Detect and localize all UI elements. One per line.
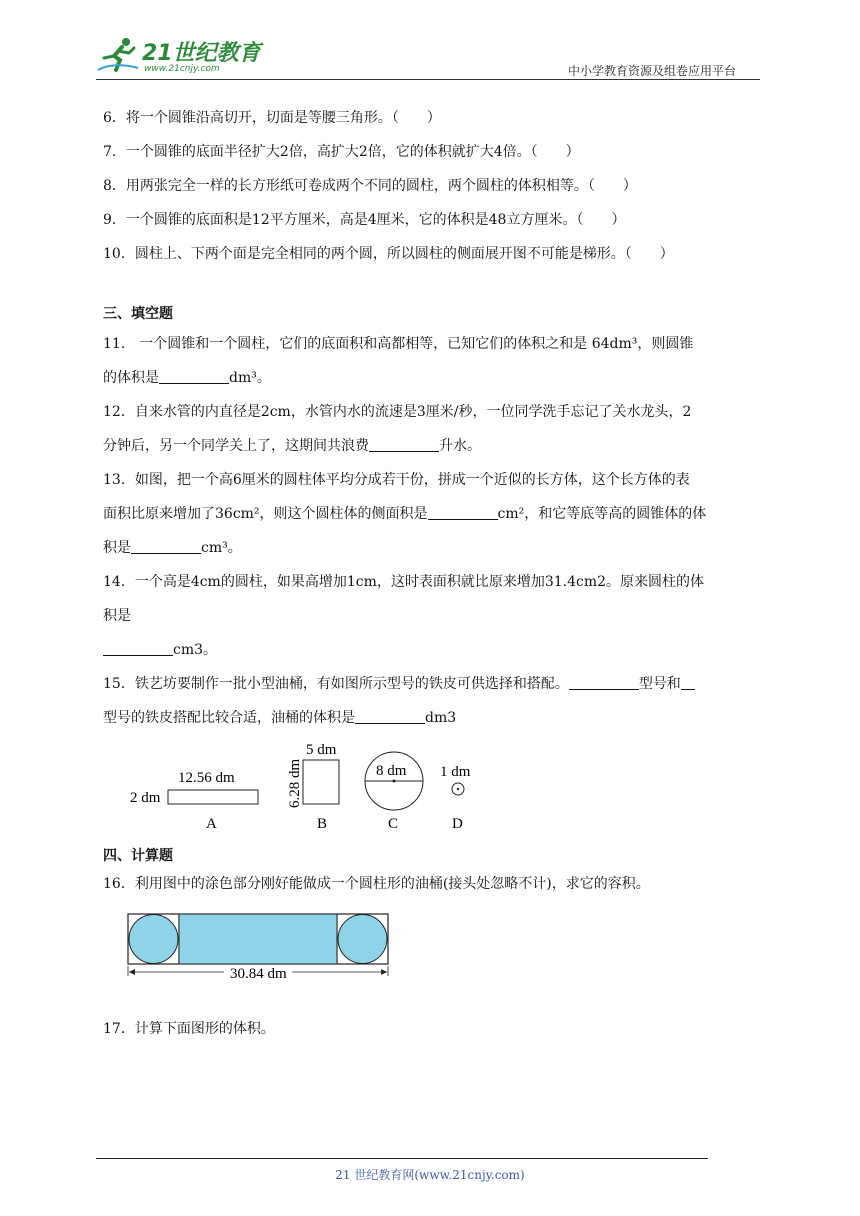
q14-unit: cm3。 bbox=[173, 642, 218, 658]
q13-unit: cm³。 bbox=[201, 540, 242, 556]
q12-text: 分钟后，另一个同学关上了，这期间共浪费 bbox=[103, 438, 369, 454]
header-right-text: 中小学教育资源及组卷应用平台 bbox=[568, 64, 737, 78]
question-16: 16．利用图中的涂色部分刚好能做成一个圆柱形的油桶(接头处忽略不计)，求它的容积。 bbox=[103, 876, 650, 892]
oil-drum-figure bbox=[124, 910, 394, 986]
answer-blank[interactable] bbox=[103, 641, 173, 656]
question-15-line-1 bbox=[103, 673, 695, 693]
sheet-d bbox=[440, 764, 471, 832]
section-title-fill-blank: 三、填空题 bbox=[103, 306, 173, 322]
question-11-line-2 bbox=[103, 367, 271, 387]
total-length-label: 30.84 dm bbox=[230, 966, 287, 982]
question-13-line-1: 13．如图，把一个高6厘米的圆柱体平均分成若干份，拼成一个近似的长方体，这个长方体的表 bbox=[103, 472, 690, 488]
question-12-line-2 bbox=[103, 435, 481, 455]
question-7: 7．一个圆锥的底面半径扩大2倍，高扩大2倍，它的体积就扩大4倍。（ ） bbox=[103, 144, 580, 160]
sheet-a bbox=[130, 770, 258, 832]
answer-blank[interactable] bbox=[159, 369, 229, 384]
answer-blank[interactable] bbox=[369, 437, 439, 452]
logo-title: 21世纪教育 bbox=[142, 41, 261, 66]
header-logo bbox=[96, 36, 266, 78]
answer-blank[interactable] bbox=[681, 675, 695, 690]
q15-text-b: 型号的铁皮搭配比较合适，油桶的体积是 bbox=[103, 710, 355, 726]
footer-text: 21 世纪教育网(www.21cnjy.com) bbox=[335, 1168, 525, 1182]
q11-text: 的体积是 bbox=[103, 370, 159, 386]
logo-url: www.21cnjy.com bbox=[144, 64, 220, 74]
sheet-a-length: 12.56 dm bbox=[178, 770, 235, 786]
sheet-b-name: B bbox=[317, 816, 328, 832]
q13-text-mid: cm²，和它等底等高的圆锥体的体 bbox=[497, 506, 707, 522]
header-rule bbox=[96, 79, 760, 80]
lateral-rectangle bbox=[179, 914, 337, 964]
sheet-c-diameter: 8 dm bbox=[376, 763, 407, 779]
sheet-options-figure bbox=[120, 738, 500, 838]
question-14-line-2: 积是 bbox=[103, 608, 131, 624]
q15-text-mid: 型号和 bbox=[638, 676, 681, 692]
sheet-c-name: C bbox=[388, 816, 399, 832]
sheet-b-top: 5 dm bbox=[306, 742, 337, 758]
question-9: 9．一个圆锥的底面积是12平方厘米，高是4厘米，它的体积是48立方厘米。（ ） bbox=[103, 212, 626, 228]
sheet-c bbox=[365, 752, 423, 832]
runner-logo-icon bbox=[96, 36, 140, 76]
answer-blank[interactable] bbox=[569, 675, 639, 690]
footer-rule bbox=[96, 1158, 708, 1159]
question-8: 8．用两张完全一样的长方形纸可卷成两个不同的圆柱，两个圆柱的体积相等。（ ） bbox=[103, 178, 637, 194]
left-base-circle bbox=[129, 915, 178, 964]
q12-unit: 升水。 bbox=[439, 438, 481, 454]
sheet-d-name: D bbox=[452, 816, 463, 832]
right-base-circle bbox=[338, 915, 387, 964]
question-11-line-1: 11． 一个圆锥和一个圆柱，它们的底面积和高都相等，已知它们的体积之和是 64dm³，则圆锥 bbox=[103, 336, 694, 352]
q15-text: 15．铁艺坊要制作一批小型油桶，有如图所示型号的铁皮可供选择和搭配。 bbox=[103, 676, 569, 692]
question-10: 10．圆柱上、下两个面是完全相同的两个圆，所以圆柱的侧面展开图不可能是梯形。（ ） bbox=[103, 246, 674, 262]
q11-unit: dm³。 bbox=[229, 370, 271, 386]
section-title-calculation: 四、计算题 bbox=[103, 848, 173, 864]
sheet-b-side: 6.28 dm bbox=[287, 758, 303, 808]
sheet-a-name: A bbox=[206, 816, 217, 832]
answer-blank[interactable] bbox=[131, 539, 201, 554]
question-13-line-3 bbox=[103, 537, 242, 557]
answer-blank[interactable] bbox=[428, 505, 498, 520]
question-17: 17．计算下面图形的体积。 bbox=[103, 1021, 275, 1037]
sheet-b bbox=[287, 742, 339, 832]
question-13-line-2 bbox=[103, 503, 706, 523]
question-12-line-1: 12．自来水管的内直径是2cm，水管内水的流速是3厘米/秒，一位同学洗手忘记了关水龙头，2 bbox=[103, 404, 692, 420]
question-14-line-3 bbox=[103, 639, 217, 659]
answer-blank[interactable] bbox=[355, 709, 425, 724]
q13-text: 面积比原来增加了36cm²，则这个圆柱体的侧面积是 bbox=[103, 506, 428, 522]
sheet-d-diameter: 1 dm bbox=[440, 764, 471, 780]
q15-unit: dm3 bbox=[425, 710, 457, 726]
question-15-line-2 bbox=[103, 707, 456, 727]
sheet-a-width: 2 dm bbox=[130, 790, 161, 806]
question-6: 6．将一个圆锥沿高切开，切面是等腰三角形。（ ） bbox=[103, 110, 441, 126]
q13-text-c: 积是 bbox=[103, 540, 131, 556]
question-14-line-1: 14．一个高是4cm的圆柱，如果高增加1cm，这时表面积就比原来增加31.4cm2。原来圆柱的体 bbox=[103, 574, 705, 590]
